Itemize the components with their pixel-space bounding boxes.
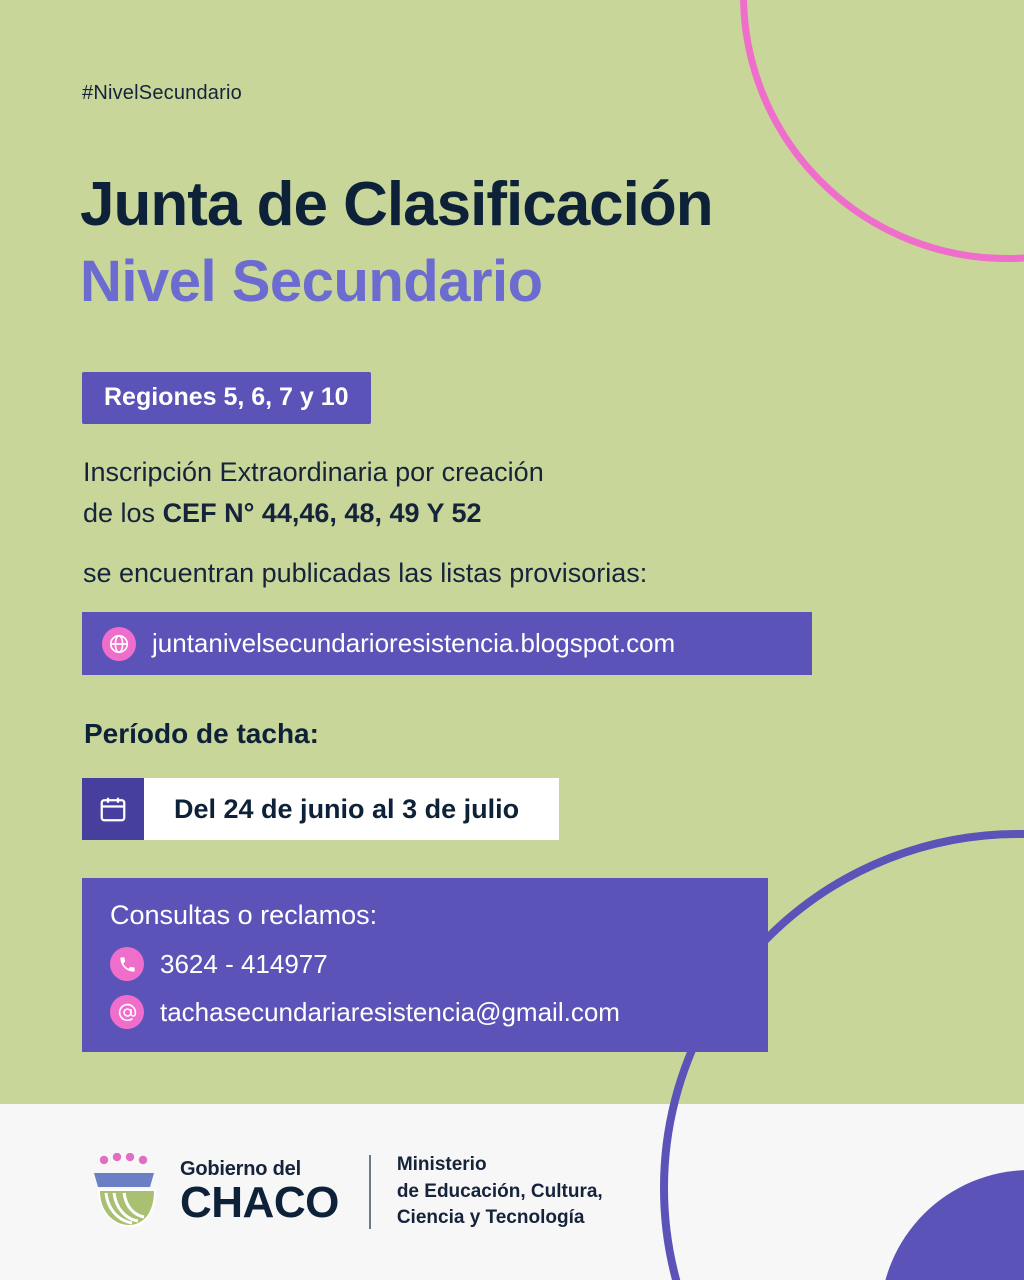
contact-phone-row[interactable] <box>110 947 768 981</box>
contact-email-text: tachasecundariaresistencia@gmail.com <box>160 996 620 1027</box>
hashtag-label: #NivelSecundario <box>82 82 242 104</box>
inscription-line2-prefix: de los <box>83 497 163 528</box>
footer-bar <box>0 1104 1024 1280</box>
government-wordmark <box>180 1159 339 1225</box>
poster-title-line2: Nivel Secundario <box>80 249 543 314</box>
inscription-paragraph <box>83 452 823 533</box>
ministry-line2: de Educación, Cultura, <box>396 1180 603 1202</box>
globe-icon <box>102 627 136 661</box>
cef-numbers: CEF N° 44,46, 48, 49 Y 52 <box>162 497 482 528</box>
phone-icon <box>110 947 144 981</box>
website-url-text: juntanivelsecundarioresistencia.blogspot.com <box>152 628 676 658</box>
ministry-block <box>397 1152 603 1233</box>
chaco-logo-icon <box>84 1153 166 1231</box>
contact-email-row[interactable] <box>110 995 768 1029</box>
tacha-period-label: Período de tacha: <box>84 718 319 749</box>
contact-box <box>82 878 768 1052</box>
government-label: Gobierno del <box>180 1158 301 1180</box>
chaco-label: CHACO <box>180 1178 339 1227</box>
footer-divider <box>369 1155 371 1229</box>
calendar-icon <box>82 778 144 840</box>
ministry-line1: Ministerio <box>396 1153 487 1175</box>
regions-badge: Regiones 5, 6, 7 y 10 <box>82 372 371 424</box>
contact-title: Consultas o reclamos: <box>110 900 378 930</box>
lists-published-text: se encuentran publicadas las listas provisorias: <box>83 558 648 588</box>
at-sign-icon <box>110 995 144 1029</box>
tacha-dates-text: Del 24 de junio al 3 de julio <box>144 778 559 840</box>
ministry-line3: Ciencia y Tecnología <box>396 1207 585 1229</box>
inscription-line1: Inscripción Extraordinaria por creación <box>83 457 544 487</box>
tacha-date-row <box>82 778 559 840</box>
poster-title-line1: Junta de Clasificación <box>80 170 713 239</box>
website-link-bar[interactable] <box>82 612 812 675</box>
contact-phone-text: 3624 - 414977 <box>160 948 328 979</box>
